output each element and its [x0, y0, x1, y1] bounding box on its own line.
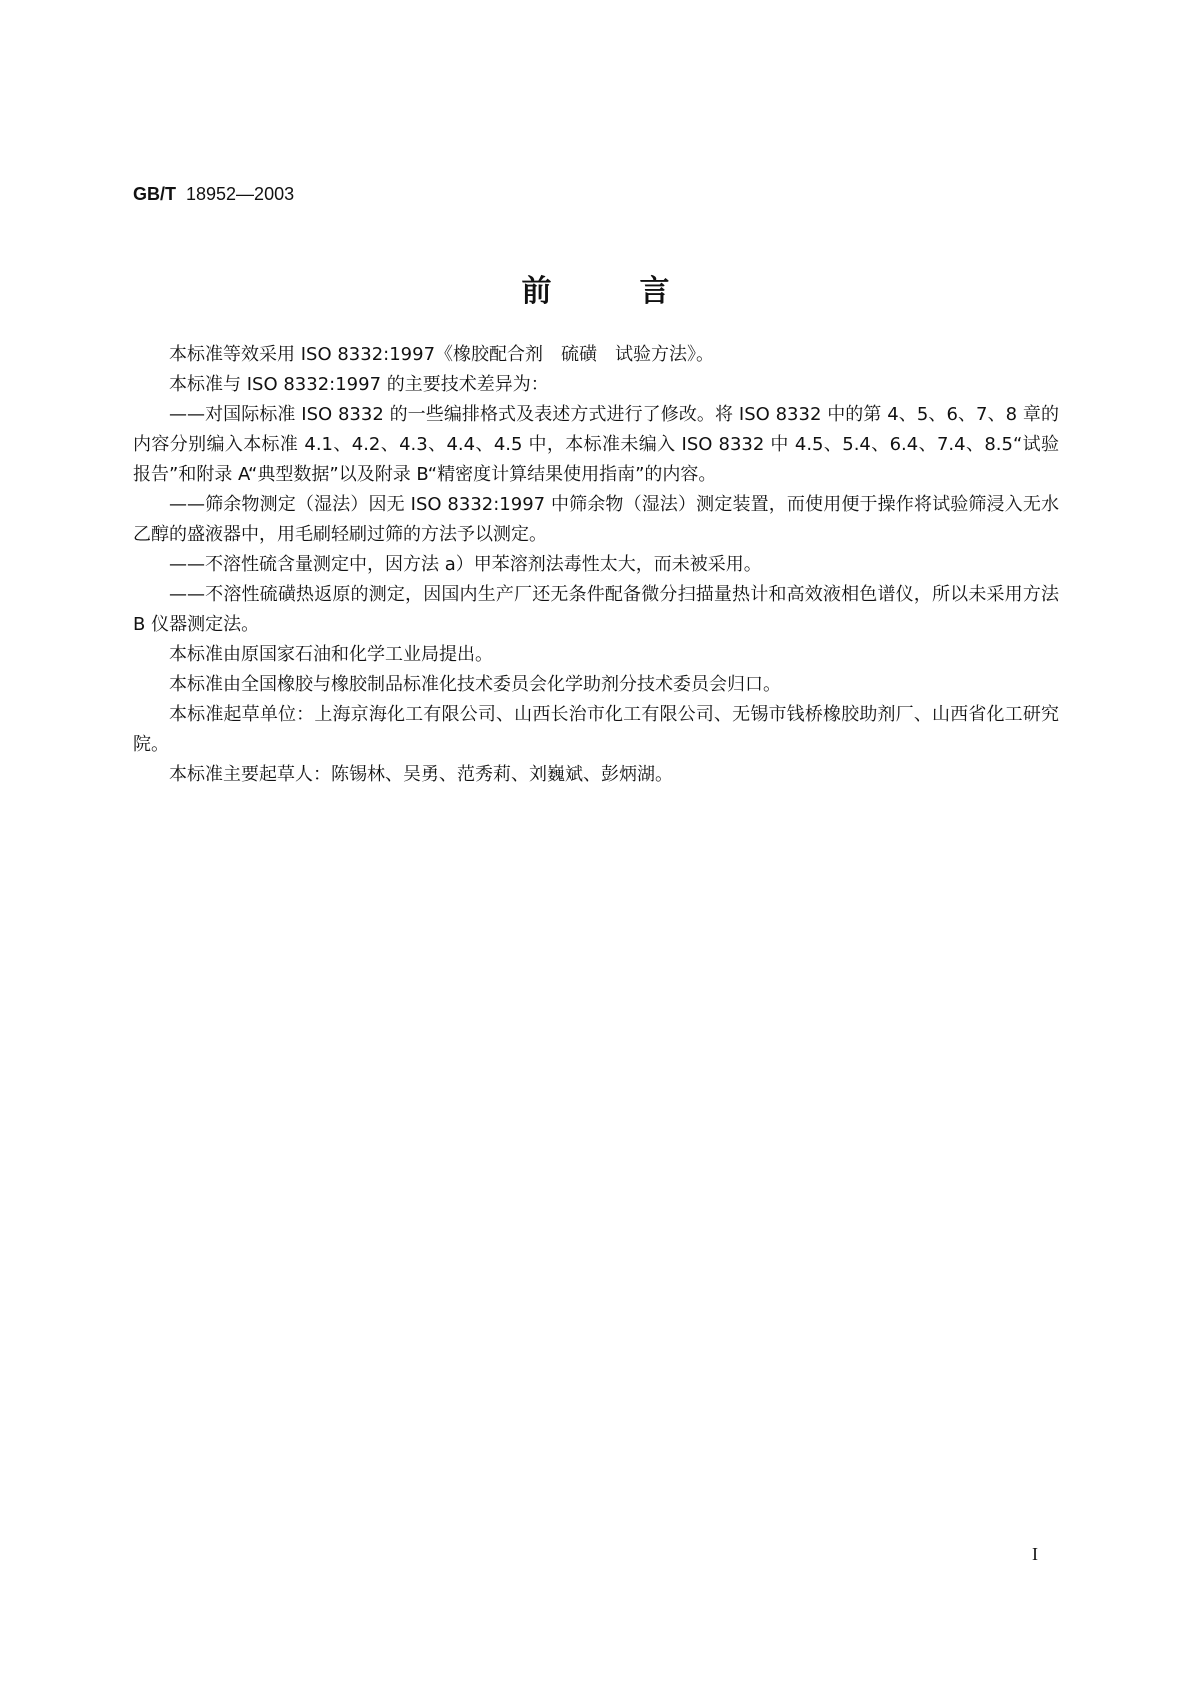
standard-number: 18952—2003	[186, 184, 295, 204]
page-title	[0, 272, 1191, 312]
standard-prefix: GB/T	[133, 184, 176, 204]
foreword-body	[133, 340, 1059, 790]
paragraph: ——不溶性硫含量测定中，因方法 a）甲苯溶剂法毒性太大，而未被采用。	[169, 554, 762, 575]
paragraph: 本标准等效采用 ISO 8332:1997《橡胶配合剂 硫磺 试验方法》。	[169, 344, 715, 365]
paragraph: ——不溶性硫磺热返原的测定，因国内生产厂还无条件配备微分扫描量热计和高效液相色谱仪，所以未采用方法 B 仪器测定法。	[133, 584, 1059, 635]
title-char-1: 前	[521, 274, 552, 309]
paragraph: 本标准由全国橡胶与橡胶制品标准化技术委员会化学助剂分技术委员会归口。	[169, 674, 781, 695]
paragraph: ——筛余物测定（湿法）因无 ISO 8332:1997 中筛余物（湿法）测定装置，而使用便于操作将试验筛浸入无水乙醇的盛液器中，用毛刷轻刷过筛的方法予以测定。	[133, 494, 1059, 545]
paragraph: 本标准与 ISO 8332:1997 的主要技术差异为：	[169, 374, 549, 395]
title-char-2: 言	[639, 274, 670, 309]
paragraph: ——对国际标准 ISO 8332 的一些编排格式及表述方式进行了修改。将 ISO 8332 中的第 4、5、6、7、8 章的内容分别编入本标准 4.1、4.2、4.3、4.4、4.5 中，本标准未编入 ISO 8332 中 4.5、5.4、6.4、7.4、8.5“试验报告”和附录 A“典型数据”以及附录 B“精密度计算结果使用指南”的内容。	[133, 404, 1059, 485]
document-code	[133, 182, 294, 207]
paragraph: 本标准由原国家石油和化学工业局提出。	[169, 644, 493, 665]
page-number: I	[1032, 1544, 1038, 1564]
paragraph: 本标准主要起草人：陈锡林、吴勇、范秀莉、刘巍斌、彭炳湖。	[169, 764, 673, 785]
paragraph: 本标准起草单位：上海京海化工有限公司、山西长治市化工有限公司、无锡市钱桥橡胶助剂厂、山西省化工研究院。	[133, 704, 1059, 755]
